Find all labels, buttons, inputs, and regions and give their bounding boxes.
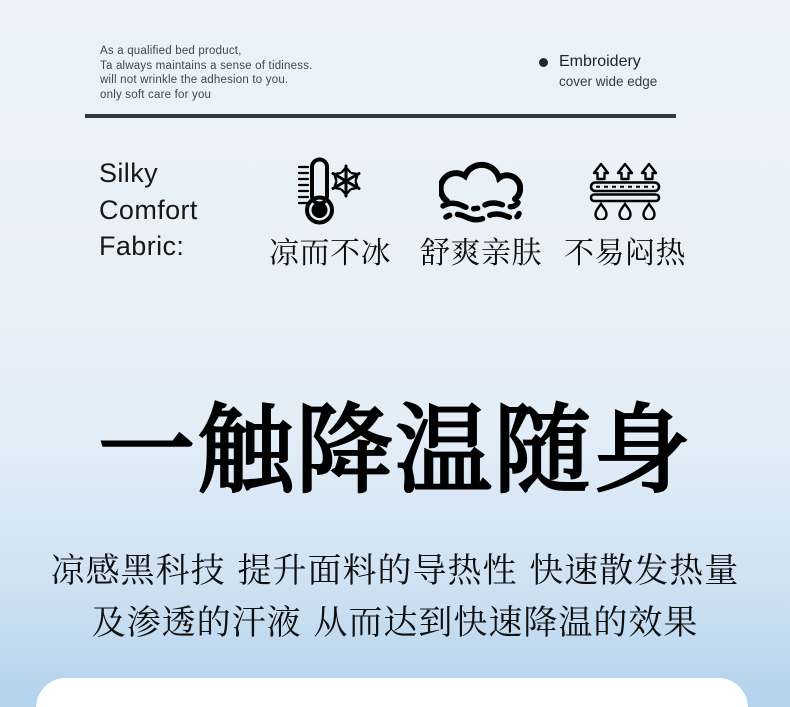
subtitle xyxy=(0,545,790,649)
feature-cool-not-icy xyxy=(255,156,405,271)
embroidery-title: Embroidery xyxy=(559,53,641,70)
feature-label: 舒爽亲肤 xyxy=(420,236,542,271)
bottom-card xyxy=(36,678,748,707)
feature-breathable xyxy=(550,156,700,271)
cloud-soft-icon xyxy=(406,156,556,226)
dot-bullet-icon xyxy=(539,58,548,67)
fabric-heading-line: Comfort xyxy=(99,194,198,225)
breathable-layers-icon xyxy=(550,156,700,226)
subtitle-line: 及渗透的汗液 从而达到快速降温的效果 xyxy=(91,603,699,643)
embroidery-text xyxy=(559,53,657,89)
intro-text xyxy=(100,44,313,102)
feature-skin-friendly xyxy=(406,156,556,271)
fabric-heading-line: Silky xyxy=(99,158,159,188)
divider-line xyxy=(85,114,676,118)
intro-line: Ta always maintains a sense of tidiness. xyxy=(100,59,313,72)
intro-line: will not wrinkle the adhesion to you. xyxy=(100,74,289,87)
thermometer-snowflake-icon xyxy=(255,156,405,226)
intro-line: As a qualified bed product, xyxy=(100,45,242,57)
fabric-heading xyxy=(99,155,198,265)
embroidery-subtitle: cover wide edge xyxy=(559,74,658,89)
feature-label: 不易闷热 xyxy=(564,236,686,271)
fabric-heading-line: Fabric: xyxy=(99,231,185,261)
headline: 一触降温随身 xyxy=(98,394,692,507)
feature-label: 凉而不冰 xyxy=(269,236,391,271)
embroidery-note xyxy=(539,53,657,89)
subtitle-line: 凉感黑科技 提升面料的导热性 快速散发热量 xyxy=(50,551,740,591)
intro-line: only soft care for you xyxy=(100,88,212,101)
